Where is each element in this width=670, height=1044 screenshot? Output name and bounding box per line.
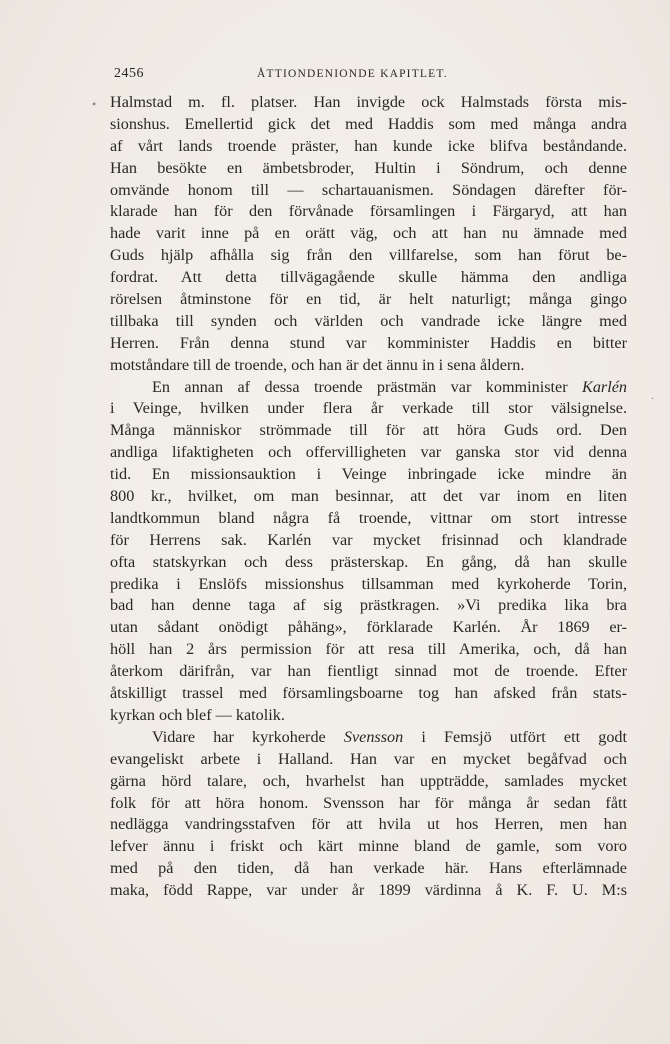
text-line: hade varit inne på en orätt väg, och att han nu ämnade med	[110, 224, 627, 243]
page-number: 2456	[114, 66, 144, 81]
running-head	[110, 66, 630, 86]
text-line: för Herrens sak. Karlén var mycket frisinnad och klandrade	[110, 530, 627, 549]
text-line: evangeliskt arbete i Halland. Han var en mycket begåfvad och	[110, 749, 627, 768]
text-line: sionshus. Emellertid gick det med Haddis som med många andra	[110, 114, 627, 133]
chapter-title: ÅTTIONDENIONDE KAPITLET.	[257, 68, 448, 80]
text-line: tillbaka till synden och världen och vandrade icke längre med	[110, 311, 627, 330]
text-line: Guds hjälp afhålla sig från den villfarelse, som han förut be-	[110, 246, 627, 265]
text-line: landtkommun bland några få troende, vittnar om stort intresse	[110, 508, 627, 527]
text-line: åtskilligt trassel med församlingsboarne tog han afsked från stats-	[110, 684, 627, 703]
text-line: folk för att höra honom. Svensson har för många år sedan fått	[110, 793, 627, 812]
text-line: fordrat. Att detta tillvägagående skulle hämma den andliga	[110, 268, 627, 287]
text-line: andliga lifaktigheten och offervilligheten var ganska stor vid denna	[110, 443, 627, 462]
text-line: återkom därifrån, var han fientligt sinnad mot de troende. Efter	[110, 662, 627, 681]
text-line-paragraph-start	[110, 727, 627, 749]
text-line: lefver ännu i friskt och kärt minne bland de gamle, som voro	[110, 837, 627, 856]
text-line: Halmstad m. fl. platser. Han invigde ock Halmstads första mis-	[110, 93, 627, 111]
text-line: höll han 2 års permission för att resa till Amerika, och, då han	[110, 640, 627, 659]
text-line: nedlägga vandringsstafven för att hvila ut hos Herren, men han	[110, 815, 627, 834]
body-text	[110, 92, 627, 902]
text-line: predika i Enslöfs missionshus tillsamman med kyrkoherde Torin,	[110, 574, 627, 593]
text-line: utan sådant onödigt påhäng», förklarade Karlén. År 1869 er-	[110, 618, 627, 637]
text-line: gärna hörd talare, och, hvarhelst han uppträdde, samlades mycket	[110, 771, 627, 790]
text-line: tid. En missionsauktion i Veinge inbringade icke mindre än	[110, 465, 627, 484]
margin-mark-left: •	[92, 97, 97, 111]
text-line: Många människor strömmade till för att höra Guds ord. Den	[110, 421, 627, 440]
text-line: maka, född Rappe, var under år 1899 värdinna å K. F. U. M:s	[110, 881, 627, 900]
text-line-paragraph-start	[110, 377, 627, 399]
text-line: motståndare till de troende, och han är det ännu in i sena åldern.	[110, 355, 525, 374]
text-line: i Veinge, hvilken under flera år verkade till stor välsignelse.	[110, 399, 627, 418]
person-name-svensson: Svensson	[343, 727, 404, 746]
text-line: med på den tiden, då han verkade här. Hans efterlämnade	[110, 859, 627, 878]
text-line: omvände honom till — schartauanismen. Söndagen därefter för-	[110, 180, 627, 199]
text-line: bad han denne taga af sig prästkragen. »Vi predika lika bra	[110, 596, 627, 615]
text-segment: En annan af dessa troende prästmän var komminister	[152, 377, 583, 396]
text-line: kyrkan och blef — katolik.	[110, 705, 285, 724]
text-line: af vårt lands troende präster, han kunde icke blifva beståndande.	[110, 136, 627, 155]
text-segment: i Femsjö utfört ett godt	[403, 727, 628, 746]
text-line: 800 kr., hvilket, om man besinnar, att det var inom en liten	[110, 487, 627, 506]
text-line: ofta statskyrkan och dess prästerskap. En gång, då han skulle	[110, 552, 627, 571]
person-name-karlen: Karlén	[582, 377, 627, 396]
margin-mark-right: .	[651, 388, 654, 402]
text-line: Han besökte en ämbetsbroder, Hultin i Söndrum, och denne	[110, 158, 627, 177]
text-line: klarade han för den förvånade församlingen i Färgaryd, att han	[110, 202, 627, 221]
text-line: Herren. Från denna stund var komminister Haddis en bitter	[110, 333, 627, 352]
text-line: rörelsen åtminstone för en tid, är helt naturligt; många gingo	[110, 290, 627, 309]
text-segment: Vidare har kyrkoherde	[152, 727, 344, 746]
